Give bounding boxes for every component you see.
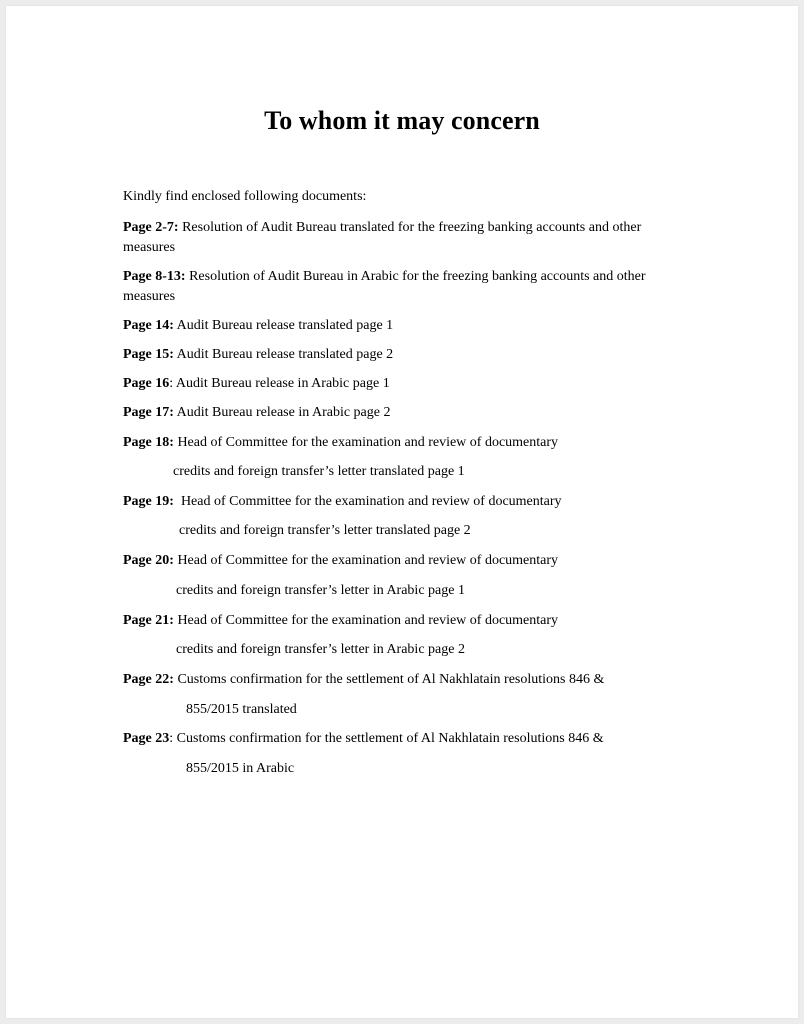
entry-page-label: Page 15:	[123, 347, 174, 362]
entry-continuation: credits and foreign transfer’s letter in Arabic page 2	[176, 642, 465, 657]
entry-description: Head of Committee for the examination and review of documentary	[173, 494, 562, 509]
entry-continuation: credits and foreign transfer’s letter translated page 1	[173, 464, 465, 479]
document-entry	[123, 433, 683, 453]
document-entry	[123, 611, 683, 631]
entry-description: Head of Committee for the examination and review of documentary	[173, 613, 559, 628]
entry-page-label: Page 17:	[123, 405, 174, 420]
entry-description: Head of Committee for the examination and review of documentary	[173, 435, 559, 450]
entry-description: : Audit Bureau release in Arabic page 1	[169, 376, 390, 391]
entry-continuation: 855/2015 translated	[186, 702, 297, 717]
entry-page-label: Page 22:	[123, 672, 174, 687]
entry-continuation: credits and foreign transfer’s letter in Arabic page 1	[176, 583, 465, 598]
entry-description: Audit Bureau release translated page 1	[173, 318, 394, 333]
entry-page-label: Page 20:	[123, 553, 174, 568]
document-entry	[123, 345, 683, 365]
entry-description: Customs confirmation for the settlement of Al Nakhlatain resolutions 846 &	[173, 672, 605, 687]
page-title: To whom it may concern	[264, 106, 540, 135]
document-entry	[123, 218, 683, 258]
entry-continuation: credits and foreign transfer’s letter translated page 2	[179, 523, 471, 538]
entry-description: : Customs confirmation for the settlement of Al Nakhlatain resolutions 846 &	[169, 731, 604, 746]
document-entry	[123, 492, 683, 512]
entry-description: Resolution of Audit Bureau translated for the freezing banking accounts and other measures	[123, 220, 642, 255]
intro-text: Kindly find enclosed following documents:	[123, 189, 367, 204]
entry-page-label: Page 8-13:	[123, 269, 186, 284]
document-entry	[123, 316, 683, 336]
document-page	[6, 6, 798, 1018]
document-entry	[123, 267, 683, 307]
document-entry	[123, 403, 683, 423]
entry-description: Audit Bureau release in Arabic page 2	[173, 405, 391, 420]
entry-page-label: Page 23	[123, 731, 170, 746]
entry-description: Resolution of Audit Bureau in Arabic for the freezing banking accounts and other measures	[123, 269, 646, 304]
document-entry	[123, 670, 683, 690]
entry-page-label: Page 21:	[123, 613, 174, 628]
document-entry	[123, 374, 683, 394]
document-entry	[123, 729, 683, 749]
entry-page-label: Page 2-7:	[123, 220, 179, 235]
entry-page-label: Page 16	[123, 376, 170, 391]
entry-continuation: 855/2015 in Arabic	[186, 761, 295, 776]
entry-page-label: Page 18:	[123, 435, 174, 450]
entry-description: Head of Committee for the examination and review of documentary	[173, 553, 559, 568]
document-entry	[123, 551, 683, 571]
entry-page-label: Page 19:	[123, 494, 174, 509]
entry-description: Audit Bureau release translated page 2	[173, 347, 394, 362]
entry-page-label: Page 14:	[123, 318, 174, 333]
